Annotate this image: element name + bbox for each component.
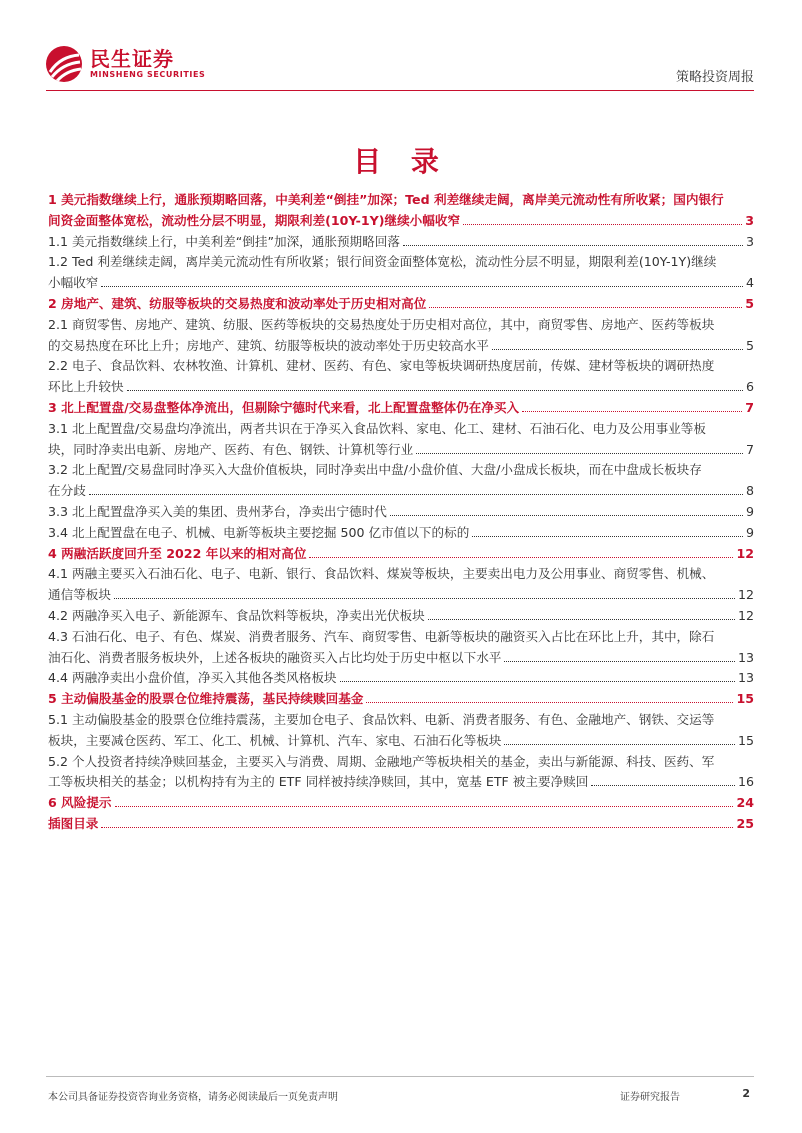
- toc-entry-text: 3 北上配置盘/交易盘整体净流出，但剔除宁德时代来看，北上配置盘整体仍在净买入: [48, 399, 520, 415]
- toc-entry-text: 2.2 电子、食品饮料、农林牧渔、计算机、建材、医药、有色、家电等板块调研热度居前，传媒、建材等板块的调研热度: [48, 358, 715, 374]
- page-number: 2: [742, 1087, 750, 1100]
- toc-dot-leader: [390, 514, 743, 516]
- toc-page-number: 24: [736, 795, 754, 811]
- footer-report-label: 证券研究报告: [620, 1092, 680, 1103]
- toc-page-number: 13: [737, 649, 754, 665]
- toc-page-number: 16: [737, 774, 754, 790]
- page-header: [0, 0, 802, 92]
- toc-subsection-entry[interactable]: [48, 315, 754, 357]
- logo-chinese-name: 民生证券: [90, 47, 174, 71]
- toc-dot-leader: [504, 660, 735, 662]
- toc-page-number: 15: [736, 691, 754, 707]
- toc-entry-text: 3.2 北上配置/交易盘同时净买入大盘价值板块，同时净卖出中盘/小盘价值、大盘/小盘成长板块，而在中盘成长板块存: [48, 462, 702, 478]
- toc-page-number: 7: [745, 399, 754, 415]
- toc-entry-text: 油石化、消费者服务板块外，上述各板块的融资买入占比均处于历史中枢以下水平: [48, 649, 502, 665]
- toc-page-number: 5: [745, 295, 754, 311]
- toc-subsection-entry[interactable]: [48, 232, 754, 253]
- toc-page-number: 7: [745, 441, 754, 457]
- toc-entry-text: 插图目录: [48, 815, 99, 831]
- toc-entry-text: 2 房地产、建筑、纺服等板块的交易热度和波动率处于历史相对高位: [48, 295, 427, 311]
- toc-entry-text: 4.3 石油石化、电子、有色、煤炭、消费者服务、汽车、商贸零售、电新等板块的融资买入占比在环比上升，其中，除石: [48, 628, 715, 644]
- toc-entry-text: 4.1 两融主要买入石油石化、电子、电新、银行、食品饮料、煤炭等板块，主要卖出电力及公用事业、商贸零售、机械、: [48, 566, 715, 582]
- toc-entry-text: 3.3 北上配置盘净买入美的集团、贵州茅台，净卖出宁德时代: [48, 503, 387, 519]
- toc-entry-text: 小幅收窄: [48, 275, 99, 291]
- brand-logo: [46, 46, 205, 82]
- toc-entry-text: 5.1 主动偏股基金的股票仓位维持震荡，主要加仓电子、食品饮料、电新、消费者服务、有色、金融地产、钢铁、交运等: [48, 711, 715, 727]
- toc-entry-text: 3.1 北上配置盘/交易盘均净流出，两者共识在于净买入食品饮料、家电、化工、建材、石油石化、电力及公用事业等板: [48, 420, 706, 436]
- toc-entry-text: 工等板块相关的基金；以机构持有为主的 ETF 同样被持续净赎回，其中，宽基 ETF 被主要净赎回: [48, 774, 589, 790]
- toc-section-entry[interactable]: [48, 793, 754, 814]
- toc-page-number: 25: [736, 815, 754, 831]
- toc-page-number: 3: [745, 233, 754, 249]
- toc-section-entry[interactable]: [48, 544, 754, 565]
- toc-dot-leader: [492, 348, 743, 350]
- toc-entry-text: 1.2 Ted 利差继续走阔，离岸美元流动性有所收紧；银行间资金面整体宽松，流动性分层不明显，期限利差(10Y-1Y)继续: [48, 254, 717, 270]
- toc-entry-text: 环比上升较快: [48, 379, 124, 395]
- toc-entry-text: 5 主动偏股基金的股票仓位维持震荡，基民持续赎回基金: [48, 691, 364, 707]
- toc-dot-leader: [429, 306, 742, 308]
- toc-dot-leader: [366, 701, 733, 703]
- toc-entry-text: 1.1 美元指数继续上行，中美利差“倒挂”加深，通胀预期略回落: [48, 233, 400, 249]
- toc-entry-text: 块，同时净卖出电新、房地产、医药、有色、钢铁、计算机等行业: [48, 441, 414, 457]
- toc-entry-text: 间资金面整体宽松，流动性分层不明显，期限利差(10Y-1Y)继续小幅收窄: [48, 212, 461, 228]
- toc-subsection-entry[interactable]: [48, 252, 754, 294]
- toc-dot-leader: [114, 597, 735, 599]
- toc-page-number: 4: [745, 275, 754, 291]
- toc-page-number: 13: [737, 670, 754, 686]
- toc-entry-text: 4.4 两融净卖出小盘价值，净买入其他各类风格板块: [48, 670, 337, 686]
- toc-entry-text: 6 风险提示: [48, 795, 112, 811]
- footer-disclaimer: 本公司具备证券投资咨询业务资格，请务必阅读最后一页免责声明: [48, 1092, 338, 1103]
- toc-section-entry[interactable]: [48, 814, 754, 835]
- toc-dot-leader: [591, 784, 735, 786]
- toc-subsection-entry[interactable]: [48, 627, 754, 669]
- toc-page-number: 3: [745, 212, 754, 228]
- toc-dot-leader: [340, 680, 735, 682]
- toc-subsection-entry[interactable]: [48, 752, 754, 794]
- toc-page-number: 15: [737, 732, 754, 748]
- minsheng-logo-icon: [46, 46, 82, 82]
- toc-dot-leader: [522, 410, 742, 412]
- toc-entry-text: 1 美元指数继续上行，通胀预期略回落，中美利差“倒挂”加深；Ted 利差继续走阔，离岸美元流动性有所收紧；国内银行: [48, 192, 724, 207]
- toc-section-entry[interactable]: [48, 190, 754, 232]
- toc-page-number: 9: [745, 503, 754, 519]
- report-type: 策略投资周报: [675, 70, 754, 85]
- footer-divider: [46, 1076, 754, 1077]
- table-of-contents: [48, 190, 754, 835]
- toc-dot-leader: [127, 389, 743, 391]
- toc-entry-text: 4.2 两融净买入电子、新能源车、食品饮料等板块，净卖出光伏板块: [48, 607, 425, 623]
- toc-page-number: 12: [737, 607, 754, 623]
- toc-dot-leader: [89, 493, 743, 495]
- toc-page-number: 12: [737, 587, 754, 603]
- logo-english-name: MINSHENG SECURITIES: [90, 70, 206, 79]
- toc-entry-text: 2.1 商贸零售、房地产、建筑、纺服、医药等板块的交易热度处于历史相对高位，其中，商贸零售、房地产、医药等板块: [48, 316, 715, 332]
- logo-text: [90, 48, 205, 80]
- toc-dot-leader: [463, 223, 742, 225]
- toc-entry-text: 4 两融活跃度回升至 2022 年以来的相对高位: [48, 545, 307, 561]
- toc-dot-leader: [115, 805, 734, 807]
- toc-entry-text: 的交易热度在环比上升；房地产、建筑、纺服等板块的波动率处于历史较高水平: [48, 337, 489, 353]
- toc-entry-text: 在分歧: [48, 483, 86, 499]
- toc-dot-leader: [101, 285, 743, 287]
- toc-dot-leader: [309, 556, 733, 558]
- toc-subsection-entry[interactable]: [48, 710, 754, 752]
- toc-entry-text: 5.2 个人投资者持续净赎回基金，主要买入与消费、周期、金融地产等板块相关的基金，卖出与新能源、科技、医药、军: [48, 753, 715, 769]
- toc-section-entry[interactable]: [48, 398, 754, 419]
- toc-section-entry[interactable]: [48, 294, 754, 315]
- toc-subsection-entry[interactable]: [48, 523, 754, 544]
- toc-dot-leader: [472, 535, 743, 537]
- header-divider: [46, 90, 754, 91]
- toc-subsection-entry[interactable]: [48, 668, 754, 689]
- toc-subsection-entry[interactable]: [48, 460, 754, 502]
- toc-entry-text: 板块，主要减仓医药、军工、化工、机械、计算机、汽车、家电、石油石化等板块: [48, 732, 502, 748]
- toc-subsection-entry[interactable]: [48, 419, 754, 461]
- toc-dot-leader: [101, 826, 733, 828]
- toc-dot-leader: [504, 743, 735, 745]
- toc-dot-leader: [403, 244, 743, 246]
- toc-page-number: 9: [745, 524, 754, 540]
- toc-dot-leader: [416, 452, 743, 454]
- toc-dot-leader: [428, 618, 735, 620]
- toc-section-entry[interactable]: [48, 689, 754, 710]
- toc-subsection-entry[interactable]: [48, 502, 754, 523]
- toc-entry-text: 3.4 北上配置盘在电子、机械、电新等板块主要挖掘 500 亿市值以下的标的: [48, 524, 470, 540]
- toc-subsection-entry[interactable]: [48, 564, 754, 606]
- toc-page-number: 12: [736, 545, 754, 561]
- toc-subsection-entry[interactable]: [48, 356, 754, 398]
- toc-page-number: 8: [745, 483, 754, 499]
- toc-page-number: 5: [745, 337, 754, 353]
- toc-page-number: 6: [745, 379, 754, 395]
- toc-subsection-entry[interactable]: [48, 606, 754, 627]
- page-title: 目 录: [353, 145, 449, 178]
- toc-entry-text: 通信等板块: [48, 587, 111, 603]
